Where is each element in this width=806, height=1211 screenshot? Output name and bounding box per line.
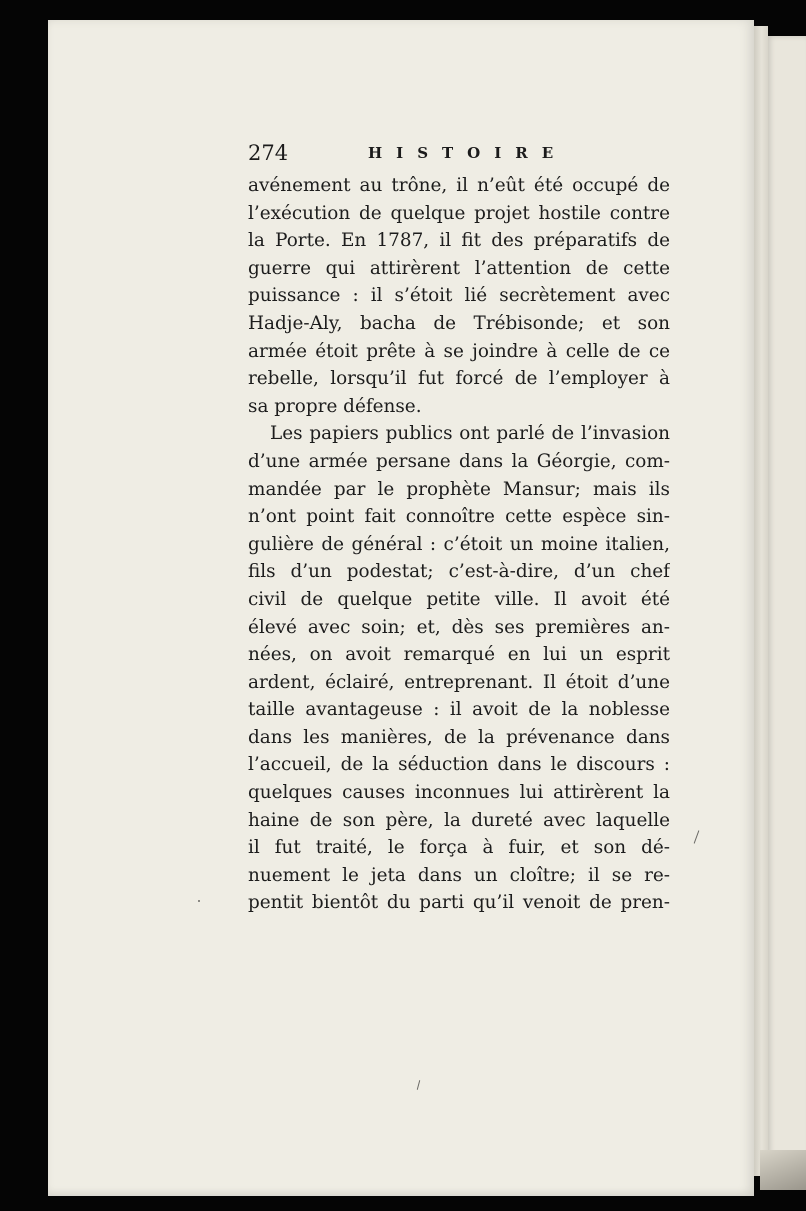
text-line: n’ont point fait connoître cette espèce sin-	[248, 506, 670, 528]
paragraph-start-line: Les papiers publics ont parlé de l’invasion	[270, 423, 670, 445]
text-line: d’une armée persane dans la Géorgie, com-	[248, 450, 670, 472]
paper-speck	[694, 830, 700, 843]
facing-page-edge	[766, 36, 806, 1186]
text-line: Hadje-Aly, bacha de Trébisonde; et son	[248, 312, 670, 334]
text-line: gulière de général : c’étoit un moine italien,	[248, 533, 670, 555]
text-line: sa propre défense.	[248, 395, 422, 417]
text-line: avénement au trône, il n’eût été occupé de	[248, 175, 670, 196]
text-line: fils d’un podestat; c’est-à-dire, d’un chef	[248, 561, 670, 583]
text-line: armée étoit prête à se joindre à celle de ce	[248, 340, 670, 362]
text-line: nuement le jeta dans un cloître; il se re-	[248, 864, 670, 886]
page-number: 274	[248, 141, 289, 165]
body-text	[248, 172, 670, 917]
text-line: quelques causes inconnues lui attirèrent la	[248, 782, 670, 804]
text-line: nées, on avoit remarqué en lui un esprit	[248, 644, 670, 666]
text-line: pentit bientôt du parti qu’il venoit de pren-	[248, 892, 670, 914]
text-line: dans les manières, de la prévenance dans	[248, 726, 670, 748]
paper-speck	[198, 900, 200, 902]
running-header	[248, 140, 678, 170]
running-title: HISTOIRE	[368, 144, 568, 162]
paper-speck	[417, 1080, 421, 1090]
text-line: civil de quelque petite ville. Il avoit été	[248, 588, 670, 610]
text-line: l’exécution de quelque projet hostile contre	[248, 202, 670, 224]
text-line: mandée par le prophète Mansur; mais ils	[248, 478, 670, 500]
text-line: la Porte. En 1787, il fit des préparatifs de	[248, 230, 670, 252]
text-line: puissance : il s’étoit lié secrètement avec	[248, 285, 670, 307]
text-line: ardent, éclairé, entreprenant. Il étoit d’une	[248, 671, 670, 693]
text-line: l’accueil, de la séduction dans le discours :	[248, 754, 670, 776]
facing-page-corner	[760, 1150, 806, 1190]
text-line: taille avantageuse : il avoit de la noblesse	[248, 699, 670, 721]
text-line: il fut traité, le força à fuir, et son dé-	[248, 837, 670, 859]
book-gutter	[752, 26, 768, 1176]
text-line: guerre qui attirèrent l’attention de cette	[248, 257, 670, 279]
text-line: haine de son père, la dureté avec laquelle	[248, 809, 670, 831]
text-line: rebelle, lorsqu’il fut forcé de l’employer à	[248, 368, 670, 390]
text-line: élevé avec soin; et, dès ses premières an-	[248, 616, 670, 638]
